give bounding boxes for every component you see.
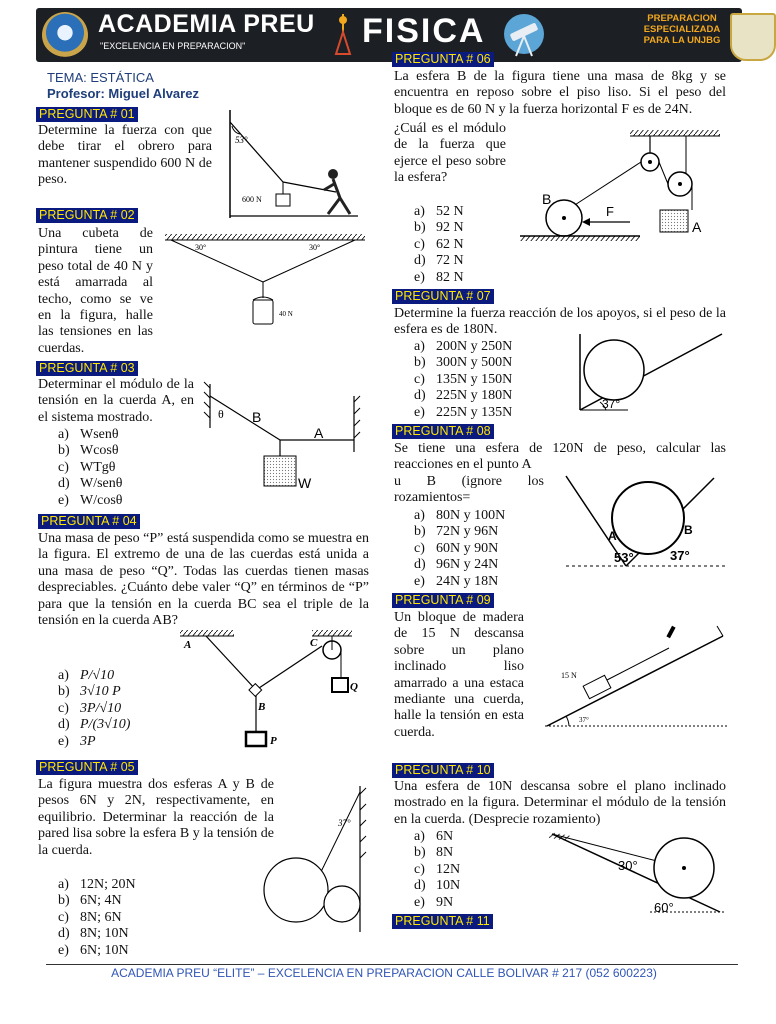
question-text-06: La esfera B de la figura tiene una masa de 8kg y se encuentra en reposo sobre el piso liso. Si el peso del bloque es de 60 N y la fuerza horizontal F es de 24N. <box>394 69 726 117</box>
options-q3 <box>58 427 122 509</box>
question-label-06: PREGUNTA # 06 <box>392 52 494 67</box>
option-c[interactable]: c) 135N y 150N <box>414 371 513 387</box>
option-d[interactable]: d) 10N <box>414 878 461 894</box>
figure-q8-sphere-v-groove <box>566 472 734 570</box>
q3-theta-label: θ <box>218 407 224 421</box>
option-a[interactable]: a) 12N; 20N <box>58 877 136 892</box>
figure-q4-two-weights <box>176 626 366 754</box>
question-text-04 <box>38 531 370 629</box>
option-a[interactable]: a) 6N <box>414 829 454 844</box>
question-label-02: PREGUNTA # 02 <box>36 208 138 223</box>
option-d[interactable]: d) 72 N <box>414 253 464 269</box>
option-b[interactable]: b) 8N <box>414 845 454 861</box>
q3-b-label: B <box>252 409 262 425</box>
figure-q7-sphere-incline <box>572 330 732 414</box>
q8-angle-right: 37° <box>670 548 690 563</box>
q1-angle-label: 53° <box>235 135 248 145</box>
question-text-10: Una esfera de 10N descansa sobre el plano inclinado mostrado en la figura. Determinar el módulo de la tensión en la cuerda. (Desprecie rozamiento) <box>394 779 726 827</box>
text-wrap-spacer <box>369 531 370 613</box>
q4-b-label: B <box>258 701 266 713</box>
option-e[interactable]: e) 24N y 18N <box>414 573 499 589</box>
question-label-03: PREGUNTA # 03 <box>36 361 138 376</box>
subject-title: FISICA <box>362 12 486 50</box>
figure-q6-pulley-system <box>520 128 730 244</box>
question-label-10: PREGUNTA # 10 <box>392 763 494 778</box>
q9-weight-label: 15 N <box>561 671 577 680</box>
prep-line-3: PARA LA UNJBG <box>643 35 721 46</box>
option-a[interactable]: a) P/√10 <box>58 668 115 683</box>
option-b[interactable]: b) 3√10 P <box>58 684 121 700</box>
figure-q10-sphere-incline <box>550 832 728 916</box>
option-a[interactable]: a) 80N y 100N <box>414 508 506 523</box>
option-e[interactable]: e) 9N <box>414 894 454 910</box>
q8-b-label: B <box>684 523 693 537</box>
prep-line-1: PREPARACION <box>647 13 717 24</box>
option-c[interactable]: c) 60N y 90N <box>414 540 499 556</box>
question-label-05: PREGUNTA # 05 <box>36 760 138 775</box>
q3-a-label: A <box>314 425 324 441</box>
q4-a-label: A <box>184 639 192 651</box>
prep-line-2: ESPECIALIZADA <box>643 24 721 35</box>
q4-c-label: C <box>310 637 318 649</box>
q1-weight-label: 600 N <box>242 195 262 204</box>
option-b[interactable]: b) 92 N <box>414 220 464 236</box>
telescope-icon <box>502 12 546 58</box>
option-b[interactable]: b) Wcosθ <box>58 443 119 459</box>
university-shield-icon <box>730 13 776 61</box>
q8-a-label: A <box>608 529 617 543</box>
options-q5 <box>58 877 136 959</box>
question-text-07: Determine la fuerza reacción de los apoyos, si el peso de la esfera es de 180N. <box>394 306 726 338</box>
question-text-01: Determine la fuerza con que debe tirar el obrero para mantener suspendido 600 N de peso. <box>38 123 212 188</box>
q4-q-label: Q <box>350 681 358 693</box>
prep-text <box>640 13 724 46</box>
q7-angle-label: 37° <box>602 397 621 411</box>
option-a[interactable]: a) 200N y 250N <box>414 339 513 354</box>
option-b[interactable]: b) 72N y 96N <box>414 524 499 540</box>
brand-subtitle: "EXCELENCIA EN PREPARACION" <box>100 41 246 51</box>
question-label-04: PREGUNTA # 04 <box>38 514 140 529</box>
footer-text: ACADEMIA PREU “ELITE” – EXCELENCIA EN PREPARACION CALLE BOLIVAR # 217 (052 600223) <box>111 966 657 980</box>
option-e[interactable]: e) 3P <box>58 733 96 749</box>
question-label-07: PREGUNTA # 07 <box>392 289 494 304</box>
question-text-04-content: Una masa de peso “P” está suspendida como se muestra en la figura. El extremo de una de las cuerdas está unida a una masa de peso “Q”. Todas las cuerdas tienen masas despreciables. ¿Cuánto debe valer “Q” en términos de “P” para que la tensión en la cuerda BC sea el triple de la tensión en la cuerda AB? <box>38 531 369 629</box>
options-q6 <box>414 204 464 286</box>
q5-angle-label: 37° <box>338 818 351 828</box>
question-text-09: Un bloque de madera de 15 N descansa sobre un plano inclinado liso amarrado a una estaca mediante una cuerda, halle la tensión en esta cuerda. <box>394 610 524 740</box>
topic-block <box>47 70 199 102</box>
option-c[interactable]: c) WTgθ <box>58 459 116 475</box>
option-c[interactable]: c) 62 N <box>414 236 464 252</box>
question-label-09: PREGUNTA # 09 <box>392 593 494 608</box>
question-label-01: PREGUNTA # 01 <box>36 107 138 122</box>
question-text-03: Determinar el módulo de la tensión en la cuerda A, en el sistema mostrado. <box>38 377 194 425</box>
q8-angle-left: 53° <box>614 550 634 565</box>
q2-angle-right: 30° <box>309 243 321 252</box>
option-b[interactable]: b) 6N; 4N <box>58 893 122 909</box>
figure-q9-block-incline <box>545 622 729 732</box>
figure-q1-worker-pulley <box>228 110 368 220</box>
question-label-11: PREGUNTA # 11 <box>392 914 493 929</box>
option-a[interactable]: a) 52 N <box>414 204 464 219</box>
option-d[interactable]: d) W/senθ <box>58 476 123 492</box>
q10-angle-bottom: 60° <box>654 900 674 915</box>
option-d[interactable]: d) 8N; 10N <box>58 926 129 942</box>
option-c[interactable]: c) 3P/√10 <box>58 700 122 716</box>
option-d[interactable]: d) P/(3√10) <box>58 717 131 733</box>
q6-a-label: A <box>692 219 702 235</box>
options-q8 <box>414 508 505 590</box>
options-q4 <box>58 668 130 750</box>
option-a[interactable]: a) Wsenθ <box>58 427 119 442</box>
option-b[interactable]: b) 300N y 500N <box>414 355 513 371</box>
q6-b-label: B <box>542 191 552 207</box>
question-text-04-wrap <box>38 613 153 663</box>
pendulum-icon <box>332 14 354 56</box>
q9-angle-label: 37° <box>579 716 589 724</box>
question-text-05: La figura muestra dos esferas A y B de pesos 6N y 2N, respectivamente, en equilibrio. Determinar la reacción de la pared lisa sobre la esfera B y la tensión de la cuerda. <box>38 777 274 858</box>
question-text-06-cont: ¿Cuál es el módulo de la fuerza que ejerce el peso sobre la esfera? <box>394 121 506 186</box>
footer-divider <box>46 964 738 965</box>
option-e[interactable]: e) 6N; 10N <box>58 942 129 958</box>
question-text-02: Una cubeta de pintura tiene un peso total de 40 N y está amarrada al techo, como se ve en la figura, halle las tensiones en las cuerdas. <box>38 226 153 356</box>
option-c[interactable]: c) 8N; 6N <box>58 909 122 925</box>
option-e[interactable]: e) 225N y 135N <box>414 404 513 420</box>
header-banner <box>36 8 742 62</box>
teacher-name: Profesor: Miguel Alvarez <box>47 86 199 101</box>
q6-f-label: F <box>606 204 614 219</box>
question-text-08-cont: u B (ignore los rozamientos= <box>394 474 544 506</box>
academy-logo-icon <box>42 12 88 58</box>
option-c[interactable]: c) 12N <box>414 861 461 877</box>
q2-weight-label: 40 N <box>279 310 293 318</box>
figure-q5-two-spheres <box>262 786 366 934</box>
question-text-08: Se tiene una esfera de 120N de peso, calcular las reacciones en el punto A <box>394 441 726 473</box>
option-d[interactable]: d) 225N y 180N <box>414 388 513 404</box>
options-q7 <box>414 339 512 421</box>
figure-q2-paint-bucket <box>165 230 365 330</box>
q3-w-label: W <box>298 475 312 491</box>
figure-q3-hanging-weight <box>200 382 366 494</box>
q2-angle-left: 30° <box>195 243 207 252</box>
option-e[interactable]: e) W/cosθ <box>58 492 123 508</box>
option-e[interactable]: e) 82 N <box>414 269 464 285</box>
options-q10 <box>414 829 460 911</box>
question-label-08: PREGUNTA # 08 <box>392 424 494 439</box>
topic-title: TEMA: ESTÁTICA <box>47 70 154 85</box>
q10-angle-top: 30° <box>618 858 638 873</box>
q4-p-label: P <box>270 735 277 747</box>
option-d[interactable]: d) 96N y 24N <box>414 557 499 573</box>
brand-title: ACADEMIA PREU <box>98 10 315 38</box>
